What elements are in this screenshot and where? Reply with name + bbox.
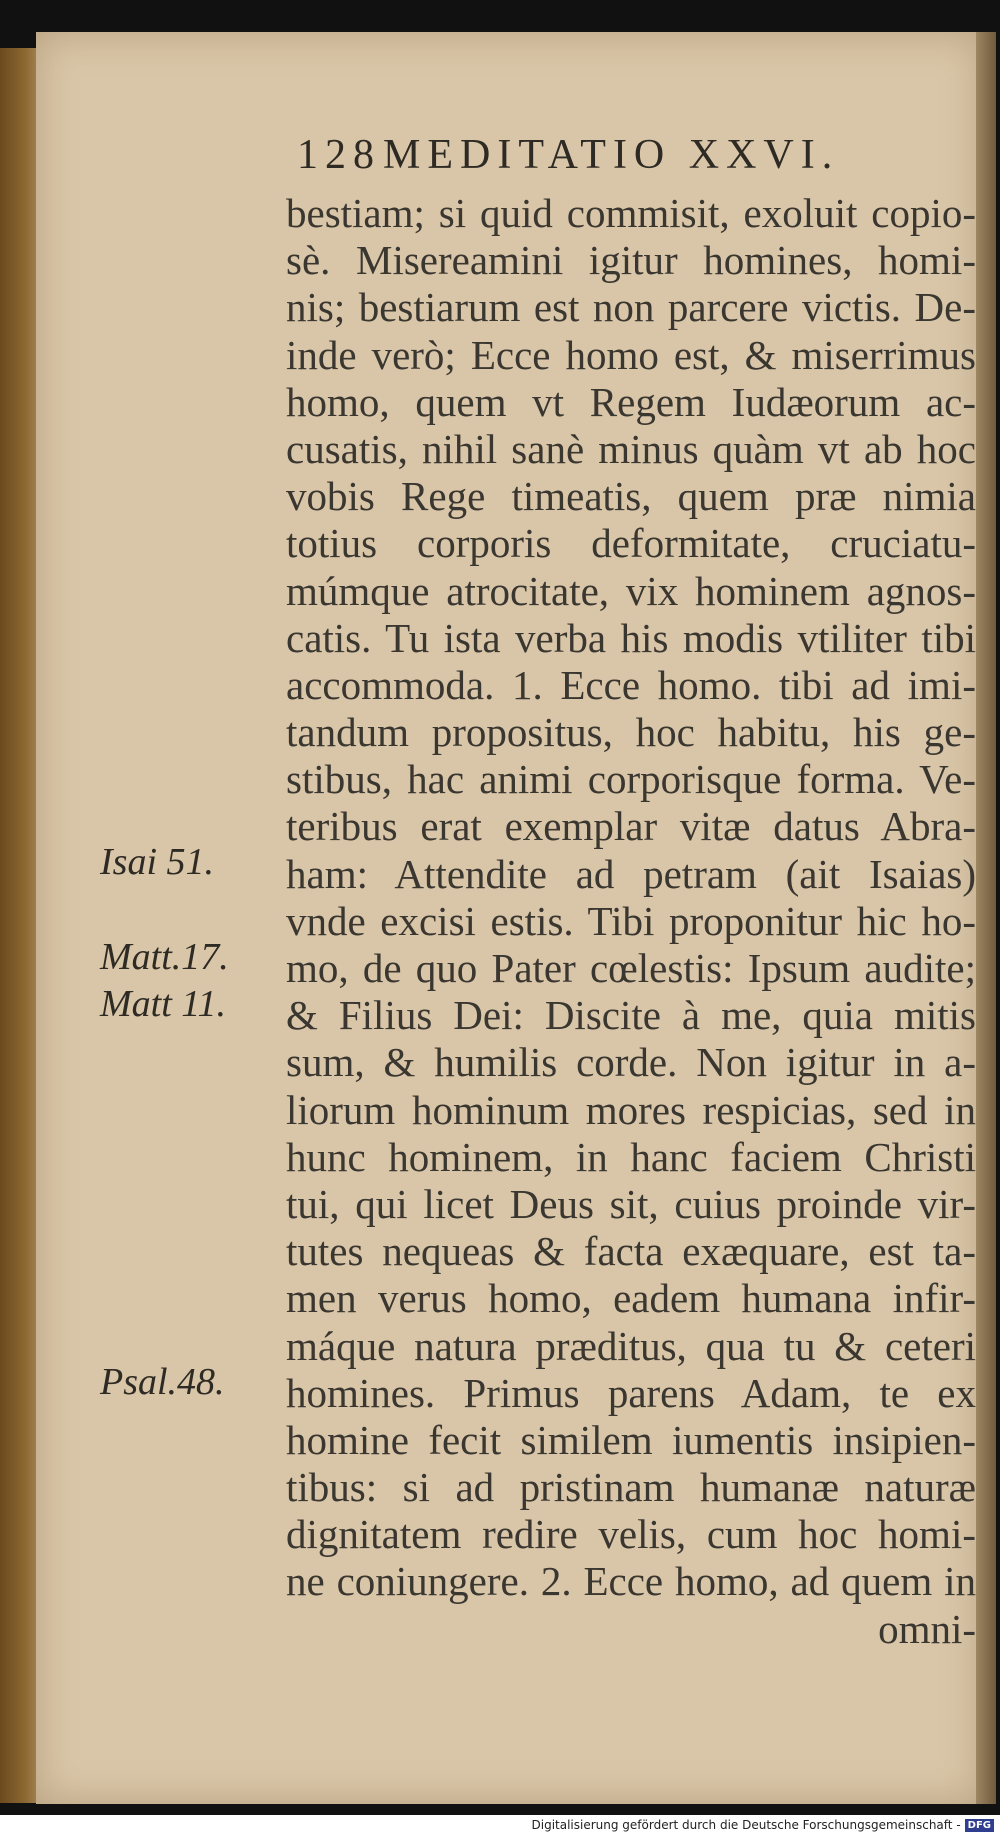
text-line: tutes nequeas & facta exæquare, est ta- [286, 1228, 976, 1275]
text-line: men verus homo, eadem humana infir- [286, 1275, 976, 1322]
book-edge-right [976, 32, 996, 1804]
text-line: homines. Primus parens Adam, te ex [286, 1369, 976, 1416]
text-line: catis. Tu ista verba his modis vtiliter tibi [286, 614, 976, 661]
text-line: inde verò; Ecce homo est, & miserrimus [286, 331, 976, 378]
page-header [297, 131, 957, 187]
text-line: ne coniungere. 2. Ecce homo, ad quem in [286, 1558, 976, 1605]
text-line: & Filius Dei: Discite à me, quia mitis [286, 992, 976, 1039]
text-line: múmque atrocitate, vix hominem agnos- [286, 567, 976, 614]
footer-text: Digitalisierung gefördert durch die Deutsche Forschungsgemeinschaft - [531, 1818, 961, 1832]
running-title: MEDITATIO XXVI. [383, 132, 840, 178]
text-line: homo, quem vt Regem Iudæorum ac- [286, 378, 976, 425]
dfg-logo: DFG [965, 1819, 994, 1832]
text-line: tandum propositus, hoc habitu, his ge- [286, 709, 976, 756]
text-line: vnde excisi estis. Tibi proponitur hic ho- [286, 897, 976, 944]
margin-note-matthew-11: Matt 11. [100, 983, 226, 1025]
margin-note-matthew-17: Matt.17. [100, 936, 229, 978]
text-line: vobis Rege timeatis, quem præ nimia [286, 473, 976, 520]
text-line: bestiam; si quid commisit, exoluit copio- [286, 190, 976, 236]
text-line: hunc hominem, in hanc faciem Christi [286, 1133, 976, 1180]
margin-note-psalm-48: Psal.48. [100, 1361, 225, 1403]
text-line: totius corporis deformitate, cruciatu- [286, 520, 976, 567]
text-line: liorum hominum mores respicias, sed in [286, 1086, 976, 1133]
text-line: dignitatem redire velis, cum hoc homi- [286, 1511, 976, 1558]
text-line: nis; bestiarum est non parcere victis. De- [286, 284, 976, 331]
book-edge-left [0, 48, 40, 1803]
digitization-footer [532, 1818, 995, 1832]
text-line: teribus erat exemplar vitæ datus Abra- [286, 803, 976, 850]
catchword: omni- [878, 1605, 976, 1652]
text-line: tui, qui licet Deus sit, cuius proinde vir- [286, 1180, 976, 1227]
body-text [286, 190, 976, 1653]
text-line: sè. Misereamini igitur homines, homi- [286, 237, 976, 284]
text-line: accommoda. 1. Ecce homo. tibi ad imi- [286, 661, 976, 708]
text-line: mo, de quo Pater cœlestis: Ipsum audite; [286, 945, 976, 991]
text-line: tibus: si ad pristinam humanæ naturæ [286, 1464, 976, 1511]
margin-note-isaiah: Isai 51. [100, 841, 214, 883]
text-line: ham: Attendite ad petram (ait Isaias) [286, 850, 976, 897]
page-number: 128 [297, 132, 381, 178]
text-line: homine fecit similem iumentis insipien- [286, 1416, 976, 1463]
text-line: cusatis, nihil sanè minus quàm vt ab hoc [286, 425, 976, 472]
text-line: máque natura præditus, qua tu & ceteri [286, 1322, 976, 1369]
text-line: stibus, hac animi corporisque forma. Ve- [286, 756, 976, 803]
text-line: sum, & humilis corde. Non igitur in a- [286, 1039, 976, 1086]
